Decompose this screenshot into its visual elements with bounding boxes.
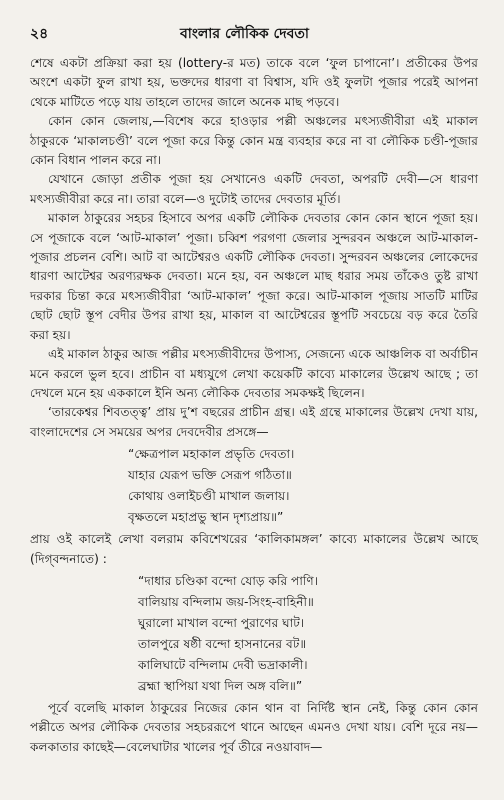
paragraph: যেখানে জোড়া প্রতীক পূজা হয় সেখানেও একটি দেবতা, অপরটি দেবী—সে ধারণা মৎস্যজীবীরা করে না। তারা বলে—ও দুটোই তাদের দেবতার মূর্তি। (30, 172, 478, 206)
paragraph: কোন কোন জেলায়,—বিশেষ করে হাওড়ার পল্লী অঞ্চলের মৎস্যজীবীরা এই মাকাল ঠাকুরকে ‘মাকালচণ্ডী’ বলে পূজা করে কিন্তু কোন মন্ত্র ব্যবহার করে না বা লৌকিক চণ্ডী-পূজার কোন বিধান পালন করে না। (30, 114, 478, 168)
paragraph: ‘তারকেশ্বর শিবতত্ত্ব’ প্রায় দু’শ বছরের প্রাচীন গ্রন্থ। এই গ্রন্থে মাকালের উল্লেখ দেখা যায়, বাংলাদেশের সে সময়ের অপর দেবদেবীর প্রসঙ্গে— (30, 405, 478, 439)
paragraph: মাকাল ঠাকুরের সহচর হিসাবে অপর একটি লৌকিক দেবতার কোন কোন স্থানে পূজা হয়। সে পূজাকে বলে ‘আট-মাকাল’ পূজা। চব্বিশ পরগণা জেলার সুন্দরবন অঞ্চলে আট-মাকাল-পূজার প্রচলন বেশি। আট বা আটেশ্বরও একটি লৌকিক দেবতা। সুন্দরবন অঞ্চলের লোকেদের ধারণা আটেশ্বর অরণ্যরক্ষক দেবতা। মনে হয়, বন অঞ্চলে মাছ ধরার সময় তাঁকেও তুষ্ট রাখা দরকার চিন্তা করে মৎস্যজীবীরা ‘আট-মাকাল’ পূজা করে। আট-মাকাল পূজায় সাতটি মাটির ছোট ছোট স্তূপ বেদীর উপর রাখা হয়, মাকাল বা আটেশ্বরের স্তূপটি সবচেয়ে বড় করে তৈরি করা হয়। (30, 211, 478, 342)
paragraph: এই মাকাল ঠাকুর আজ পল্লীর মৎস্যজীবীদের উপাস্য, সেজন্যে একে আঞ্চলিক বা অর্বাচীন মনে করলে ভুল হবে। প্রাচীন বা মধ্যযুগে লেখা কয়েকটি কাব্যে মাকালের উল্লেখ আছে ; তা দেখলে মনে হয় এককালে ইনি অন্য লৌকিক দেবতার সমকক্ষই ছিলেন। (30, 347, 478, 400)
page-header (30, 22, 478, 46)
verse-line: বালিয়ায় বন্দিলাম জয়-সিংহ-বাহিনী॥ (138, 594, 314, 609)
verse-line: তালপুরে ষষ্ঠী বন্দো হাসনানের বট॥ (138, 636, 307, 651)
verse-line: বৃক্ষতলে মহাপ্রভু স্থান দৃশ্যপ্রায়॥” (128, 510, 284, 525)
verse-line: ব্রহ্মা স্থাপিয়া যথা দিল অঙ্গ বলি॥” (138, 678, 303, 693)
verse-line: কালিঘাটে বন্দিলাম দেবী ভদ্রাকালী। (138, 657, 308, 672)
paragraph: প্রায় ওই কালেই লেখা বলরাম কবিশেখরের ‘কালিকামঙ্গল’ কাব্যে মাকালের উল্লেখ আছে (দিগ্‌বন্দনাতে) : (30, 532, 478, 566)
paragraph: শেষে একটা প্রক্রিয়া করা হয় (lottery-র মত) তাকে বলে ‘ফুল চাপানো’। প্রতীকের উপর অংশে একটা ফুল রাখা হয়, ভক্তদের ধারণা বা বিশ্বাস, যদি ওই ফুলটা পূজার পরেই আপনা থেকে মাটিতে পড়ে যায় তাহলে তাদের জালে অনেক মাছ পড়বে। (30, 56, 478, 109)
page-body (30, 54, 478, 757)
verse-line: “ক্ষেত্রপাল মহাকাল প্রভৃতি দেবতা। (128, 447, 295, 462)
paragraph: পূর্বে বলেছি মাকাল ঠাকুরের নিজের কোন থান বা নির্দিষ্ট স্থান নেই, কিন্তু কোন কোন পল্লীতে অপর লৌকিক দেবতার সহচররূপে থানে আছেন এমনও দেখা যায়। বেশি দূরে নয়—কলকাতার কাছেই—বেলেঘাটার খালের পূর্ব তীরে নওয়াবাদ— (30, 700, 478, 754)
running-title: বাংলার লৌকিক দেবতা (180, 26, 309, 42)
verse-line: “দাধার চণ্ডিকা বন্দো যোড় করি পাণি। (138, 573, 319, 588)
verse-line: যাহার যেরূপ ভক্তি সেরূপ গঠিতা॥ (128, 468, 292, 483)
verse-line: ঘুরালো মাখাল বন্দো পুরাণের ঘাট। (138, 615, 305, 630)
verse-quote-kalikamangal (138, 571, 478, 697)
page-number: ২৪ (30, 26, 49, 42)
verse-quote-shivatattva (128, 444, 478, 528)
verse-line: কোথায় ওলাইচণ্ডী মাখাল জলায়। (128, 489, 290, 504)
